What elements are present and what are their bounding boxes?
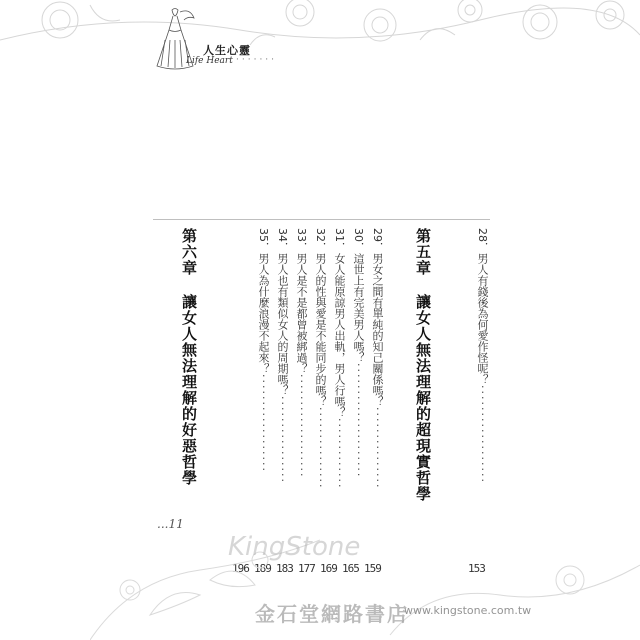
floral-border-top-icon [0,0,640,70]
chapter-title: 讓女人無法理解的好惡哲學 [180,294,198,486]
chapter-label: 第五章 [414,228,432,276]
toc-entry-text: 30．這世上有完美男人嗎？ [352,228,365,363]
page-number: 165 [342,562,359,575]
toc-entry-text: 32．男人的性與愛是不能同步的嗎？ [314,228,327,407]
toc-entry: 34．男人也有類似女人的周期嗎？················ [276,228,289,484]
toc-entry: 33．男人是不是都曾被綁過？··················· [295,228,308,479]
page-number: 183 [276,562,293,575]
toc-entry-text: 29．男女之間有單純的知己關係嗎？ [371,228,384,407]
toc-entry-text: 35．男人為什麼浪漫不起來？ [257,228,270,374]
toc-entry: 29．男女之間有單純的知己關係嗎？··············· [371,228,384,490]
page-number: 189 [254,562,271,575]
chapter-label: 第六章 [180,228,198,276]
page-number: 177 [298,562,315,575]
logo-name: 金石堂網路書店 [255,602,409,626]
page-number: 153 [468,562,485,575]
toc-entry-text: 31．女人能原諒男人出軌，男人行嗎？ [333,228,346,418]
series-subtitle: Life Heart [186,56,233,66]
toc-entry-text: 33．男人是不是都曾被綁過？ [295,228,308,374]
subtitle-dots: ······· [236,55,278,65]
watermark: KingStone [228,532,361,562]
toc-entry: 31．女人能原諒男人出軌，男人行嗎？············· [333,228,346,490]
toc-entry-text: 28．男人有錢後為何愛作怪呢？ [476,228,489,385]
divider-line [153,219,490,220]
page-number: 159 [364,562,381,575]
chapter-title: 讓女人無法理解的超現實哲學 [414,294,432,502]
chapter-heading [180,228,198,486]
toc-entry: 28．男人有錢後為何愛作怪呢？·················· [476,228,489,484]
toc-entry-text: 34．男人也有類似女人的周期嗎？ [276,228,289,396]
chapter-heading [414,228,432,502]
toc-entry: 30．這世上有完美男人嗎？····················· [352,228,365,479]
page-number: 169 [320,562,337,575]
toc-entry: 32．男人的性與愛是不能同步的嗎？··············· [314,228,327,490]
page-number: 196 [232,562,249,575]
toc-entry: 35．男人為什麼浪漫不起來？·················· [257,228,270,473]
folio-page-number: ...11 [157,517,184,531]
logo-url: www.kingstone.com.tw [404,604,532,617]
series-title: 人生心靈 [203,44,251,57]
